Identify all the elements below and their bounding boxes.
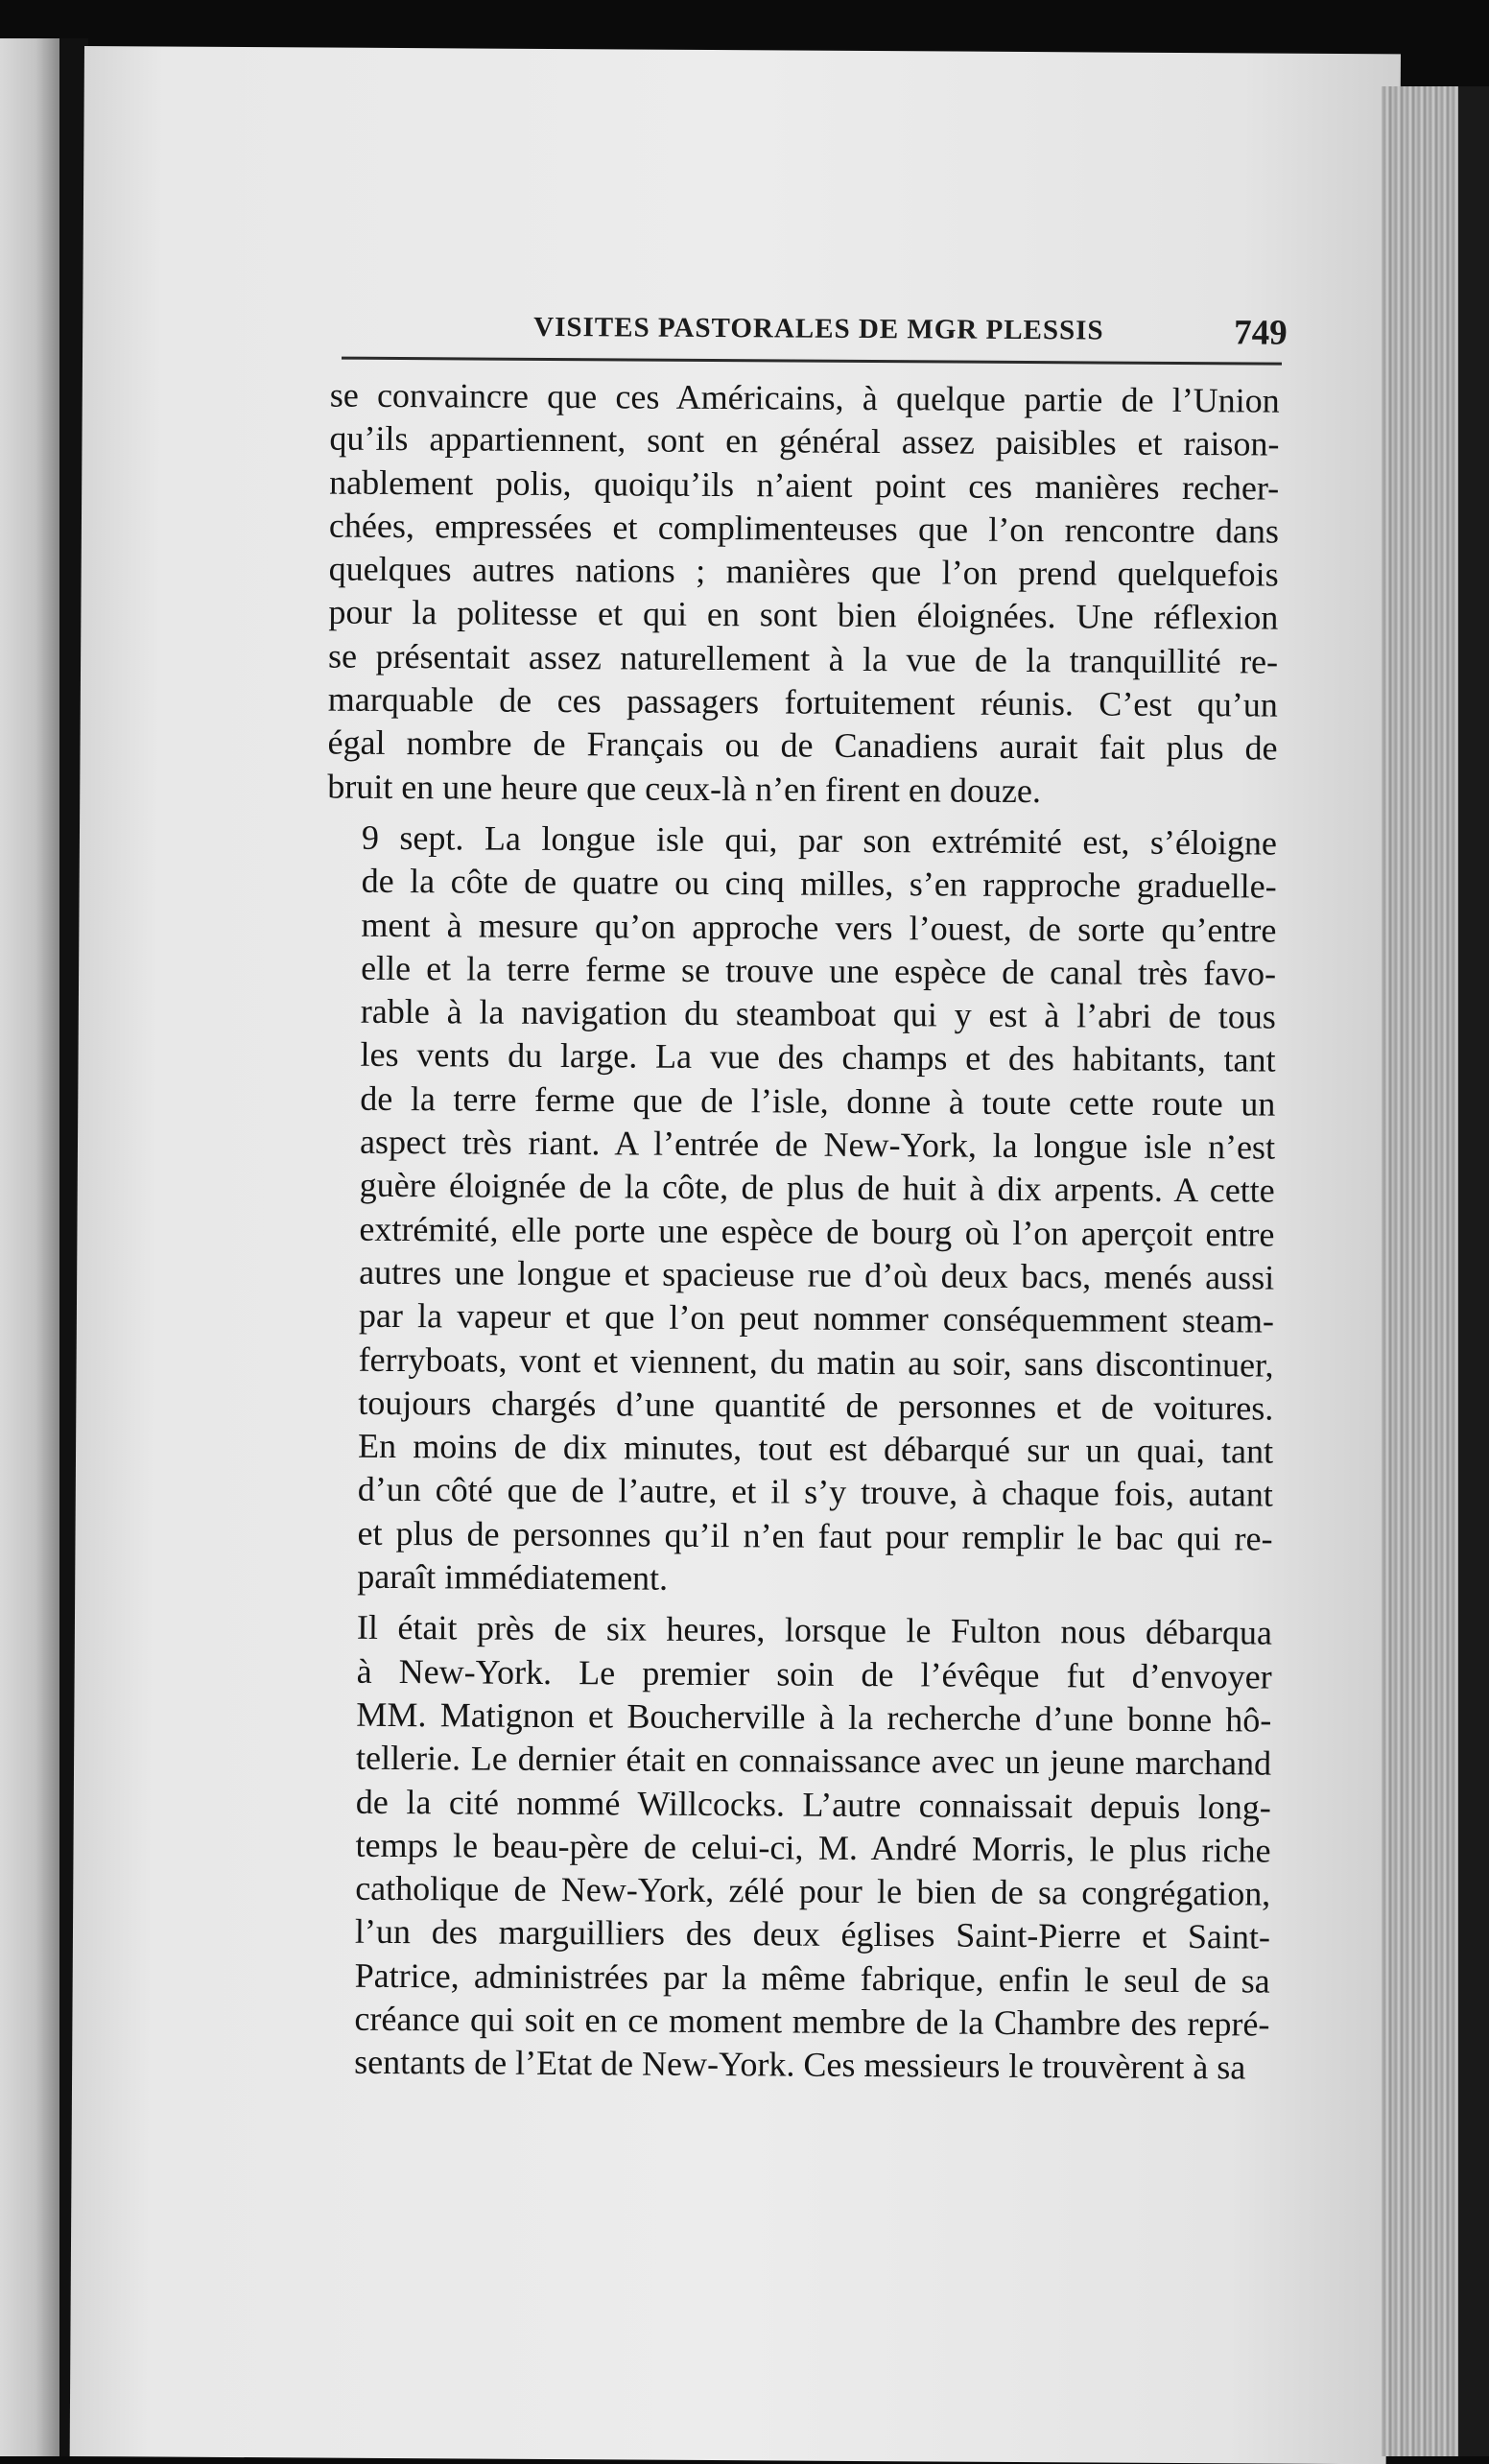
text-line: guère éloignée de la côte, de plus de huit à dix arpents. A cette — [359, 1166, 1275, 1210]
text-line: extrémité, elle porte une espèce de bourg où l’on aperçoit entre — [359, 1209, 1275, 1254]
paragraph-2 — [322, 817, 1277, 1604]
text-line: marquable de ces passagers fortuitement réunis. C’est qu’un — [327, 679, 1278, 724]
text-line: de la cité nommé Willcocks. L’autre connaissait depuis long- — [355, 1782, 1271, 1827]
text-line: elle et la terre ferme se trouve une espèce de canal très favo- — [361, 948, 1277, 993]
page-number: 749 — [1234, 313, 1288, 353]
text-line: d’un côté que de l’autre, et il s’y trouve, à chaque fois, autant — [357, 1470, 1273, 1515]
page-stack-shadow — [1458, 86, 1489, 2456]
text-line: tellerie. Le dernier était en connaissance avec un jeune marchand — [355, 1738, 1272, 1783]
text-line: et plus de personnes qu’il n’en faut pour remplir le bac qui re- — [357, 1513, 1273, 1558]
running-head-title: VISITES PASTORALES DE MGR PLESSIS — [533, 311, 1104, 346]
text-line: temps le beau-père de celui-ci, M. André Morris, le plus riche — [355, 1825, 1271, 1870]
text-line: En moins de dix minutes, tout est débarqué sur un quai, tant — [357, 1426, 1274, 1471]
body-text — [319, 374, 1280, 2098]
running-head — [255, 256, 1292, 353]
text-line: à New-York. Le premier soin de l’évêque fut d’envoyer — [356, 1651, 1272, 1696]
text-line: ferryboats, vont et viennent, du matin au soir, sans discontinuer, — [358, 1339, 1274, 1385]
text-line: Patrice, administrées par la même fabrique, enfin le seul de sa — [354, 1955, 1270, 2001]
text-line: par la vapeur et que l’on peut nommer conséquemment steam- — [358, 1296, 1275, 1340]
text-line: catholique de New-York, zélé pour le bien de sa congrégation, — [355, 1868, 1271, 1913]
book-page — [70, 46, 1401, 2464]
text-line: MM. Matignon et Boucherville à la recherche d’une bonne hô- — [356, 1694, 1272, 1740]
paragraph-3 — [319, 1606, 1272, 2090]
text-line: égal nombre de Français ou de Canadiens aurait fait plus de — [327, 723, 1278, 768]
text-line: de la terre ferme que de l’isle, donne à toute cette route un — [360, 1078, 1276, 1124]
left-page-edge — [0, 38, 59, 2456]
text-line: 9 sept. La longue isle qui, par son extrémité est, s’éloigne — [361, 817, 1278, 863]
text-line: aspect très riant. A l’entrée de New-York, la longue isle n’est — [359, 1122, 1276, 1167]
text-line: nablement polis, quoiqu’ils n’aient point ces manières recher- — [329, 462, 1280, 508]
text-line: chées, empressées et complimenteuses que l’on rencontre dans — [328, 506, 1280, 551]
text-line: quelques autres nations ; manières que l’on prend quelquefois — [328, 549, 1279, 594]
text-line: autres une longue et spacieuse rue d’où deux bacs, menés aussi — [359, 1252, 1275, 1297]
header-rule — [342, 357, 1282, 366]
text-line: Il était près de six heures, lorsque le Fulton nous débarqua — [356, 1608, 1273, 1652]
text-line: pour la politesse et qui en sont bien éloignées. Une réflexion — [328, 593, 1279, 638]
text-line: toujours chargés d’une quantité de personnes et de voitures. — [358, 1383, 1274, 1428]
text-line: paraît immédiatement. — [357, 1556, 669, 1598]
text-line: qu’ils appartiennent, sont en général assez paisibles et raison- — [329, 418, 1280, 463]
text-line: rable à la navigation du steamboat qui y est à l’abri de tous — [360, 991, 1276, 1036]
paragraph-1 — [327, 374, 1280, 815]
text-line: ment à mesure qu’on approche vers l’ouest, de sorte qu’entre — [361, 905, 1277, 950]
text-line: de la côte de quatre ou cinq milles, s’en rapproche graduelle- — [361, 862, 1277, 906]
text-line: bruit en une heure que ceux-là n’en firent en douze. — [327, 767, 1042, 810]
text-line: les vents du large. La vue des champs et des habitants, tant — [360, 1035, 1276, 1080]
text-line: sentants de l’Etat de New-York. Ces messieurs le trouvèrent à sa — [354, 2043, 1246, 2087]
text-line: créance qui soit en ce moment membre de la Chambre des repré- — [354, 1999, 1270, 2044]
text-line: se convaincre que ces Américains, à quelque partie de l’Union — [329, 375, 1280, 420]
text-line: l’un des marguilliers des deux églises Saint-Pierre et Saint- — [354, 1912, 1271, 1956]
text-line: se présentait assez naturellement à la vue de la tranquillité re- — [328, 636, 1279, 681]
